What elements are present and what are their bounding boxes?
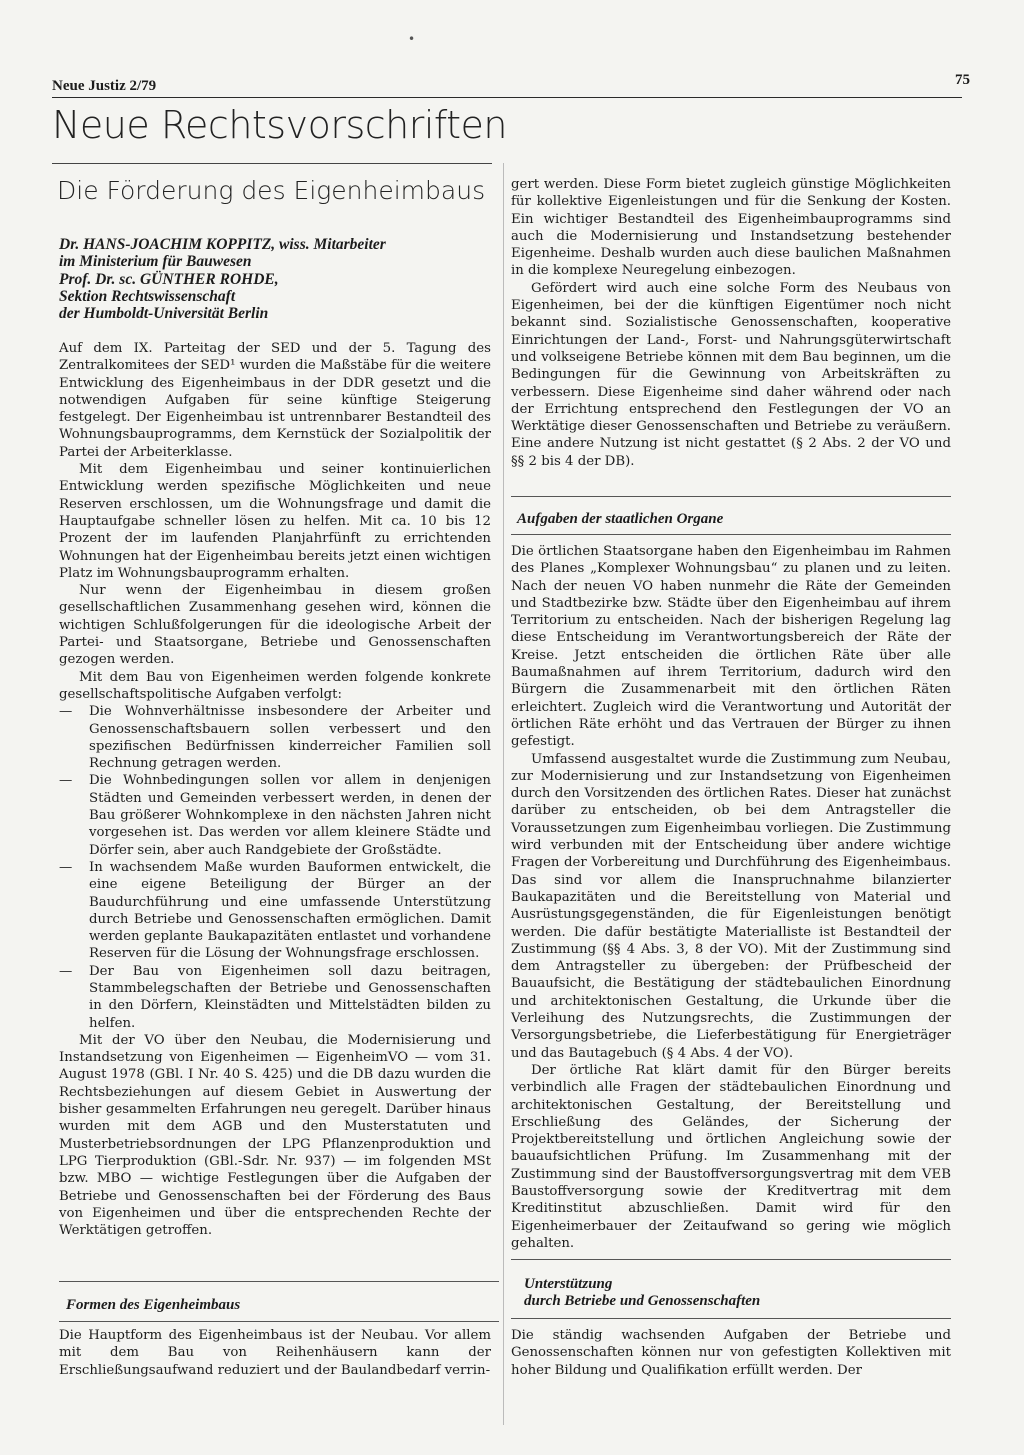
paragraph: Mit dem Eigenheimbau und seiner kontinuierlichen Entwicklung werden spezifische Möglichkeiten und neue Reserven erschlossen, um die Wohnungsfrage und damit die Hauptaufgabe schneller lösen zu helfen. Mit ca. 10 bis 12 Prozent der im laufenden Planjahrfünft zu errichtenden Wohnungen hat der Eigenheimbau bereits jetzt einen wichtigen Platz im Wohnungsbauprogramm erhalten.: [59, 462, 491, 581]
subsection-rule: [511, 1318, 951, 1319]
subsection-rule: [59, 1321, 499, 1322]
right-column-middle: [511, 543, 951, 1252]
title-rule: [52, 163, 492, 164]
paragraph: Die örtlichen Staatsorgane haben den Eigenheimbau im Rahmen des Planes „Komplexer Wohnungsbau“ zu planen und zu leiten. Nach der neuen VO haben nunmehr die Räte der Gemeinden und Stadtbezirke bzw. Städte über den Eigenheimbau auf ihrem Territorium zu entscheiden. Nach der bisherigen Regelung lag diese Entscheidung im Verantwortungsbereich der Räte der Kreise. Jetzt entscheiden die örtlichen Räte über alle Baumaßnahmen auf ihrem Territorium, dadurch wird den Bürgern die Zusammenarbeit mit den örtlichen Räten erleichtert. Zugleich wird die Verantwortung und Autorität der örtlichen Räte erhöht und das Vertrauen der Bürger zu ihnen gefestigt.: [511, 544, 951, 750]
paragraph: Gefördert wird auch eine solche Form des Neubaus von Eigenheimen, bei der die künftigen Eigentümer noch nicht bekannt sind. Sozialistische Genossenschaften, kooperative Einrichtungen der Land-, Forst- und Nahrungsgüterwirtschaft und volkseigene Betriebe können mit dem Bau beginnen, um die Bedingungen für die Gewinnung von Arbeitskräften zu verbessern. Diese Eigenheime sind daher während oder nach der Errichtung entsprechend den Festlegungen der VO an Werktätige dieser Genossenschaften und Betriebe zu veräußern. Eine andere Nutzung ist nicht gestattet (§ 2 Abs. 2 der VO und §§ 2 bis 4 der DB).: [511, 280, 951, 469]
paragraph: Auf dem IX. Parteitag der SED und der 5. Tagung des Zentralkomitees der SED¹ wurden die Maßstäbe für die weitere Entwicklung des Eigenheimbaus in der DDR gesetzt und die notwendigen Aufgaben für seine künftige Steigerung festgelegt. Der Eigenheimbau ist untrennbarer Bestandteil des Wohnungsbauprogramms, dem Kernstück der Sozialpolitik der Partei der Arbeiterklasse.: [59, 341, 491, 460]
subsection-rule: [511, 496, 951, 497]
running-header: Neue Justiz 2/79: [52, 78, 157, 94]
dash-bullet: —: [59, 859, 73, 875]
subsection-heading: Unterstützung durch Betriebe und Genossenschaften: [524, 1276, 761, 1309]
left-column-body: [59, 340, 491, 1239]
paragraph: Mit dem Bau von Eigenheimen werden folgende konkrete gesellschaftspolitische Aufgaben verfolgt:: [59, 669, 491, 702]
scan-mark: •: [408, 32, 416, 46]
paragraph: Der örtliche Rat klärt damit für den Bürger bereits verbindlich alle Fragen der städtebaulichen Einordnung und architektonischen Gestaltung, der Bereitstellung und Erschließung des Geländes, der Sicherung der Projektbereitstellung und örtlichen Angleichung sowie der bauaufsichtlichen Prüfung. Im Zusammenhang mit der Zustimmung sind der Baustoffversorgungsvertrag mit dem VEB Baustoffversorgung sowie der Kreditvertrag mit dem Kreditinstitut abzuschließen. Damit wird für den Eigenheimerbauer der Zeitaufwand so gering wie möglich gehalten.: [511, 1062, 951, 1251]
author-line: der Humboldt-Universität Berlin: [59, 305, 269, 323]
paragraph: Die Hauptform des Eigenheimbaus ist der Neubau. Vor allem mit dem Bau von Reihenhäusern kann der Erschließungsaufwand reduziert und der Baulandbedarf verrin-: [59, 1328, 491, 1378]
list-item: — Die Wohnverhältnisse insbesondere der Arbeiter und Genossenschaftsbauern sollen verbessert und den spezifischen Bedürfnissen kinderreicher Familien soll Rechnung getragen werden.: [59, 704, 491, 772]
dash-bullet: —: [59, 704, 73, 720]
author-line: im Ministerium für Bauwesen: [59, 253, 252, 271]
paragraph: Mit der VO über den Neubau, die Modernisierung und Instandsetzung von Eigenheimen — EigenheimVO — vom 31. August 1978 (GBl. I Nr. 40 S. 425) und die DB dazu wurden die Rechtsbeziehungen auf diesem Gebiet in Auswertung der bisher gesammelten Erfahrungen neu geregelt. Darüber hinaus wurden mit dem AGB und den Musterstatuten und Musterbetriebsordnungen der LPG Pflanzenproduktion und LPG Tierproduktion (GBl.-Sdr. Nr. 937) — im folgenden MSt bzw. MBO — wichtige Festlegungen über die Aufgaben der Betriebe und Genossenschaften bei der Förderung des Baus von Eigenheimen und über die entsprechenden Rechte der Werktätigen getroffen.: [59, 1032, 491, 1239]
author-line: Prof. Dr. sc. GÜNTHER ROHDE,: [59, 270, 279, 288]
paragraph: Die ständig wachsenden Aufgaben der Betriebe und Genossenschaften können nur von gefestigten Kollektiven mit hoher Bildung und Qualifikation erfüllt werden. Der: [511, 1328, 951, 1378]
author-line: Dr. HANS-JOACHIM KOPPITZ, wiss. Mitarbeiter: [59, 236, 386, 253]
page-number: 75: [955, 72, 970, 88]
paragraph: gert werden. Diese Form bietet zugleich günstige Möglichkeiten für kollektive Eigenleistungen und für die Senkung der Kosten. Ein wichtiger Bestandteil des Eigenheimbauprogramms sind auch die Modernisierung und Instandsetzung bestehender Eigenheime. Deshalb wurden auch diese baulichen Maßnahmen in die komplexe Neuregelung einbezogen.: [511, 177, 951, 279]
dash-bullet: —: [59, 963, 73, 979]
section-title: Neue Rechtsvorschriften: [52, 103, 507, 147]
paragraph: Nur wenn der Eigenheimbau in diesem großen gesellschaftlichen Zusammenhang gesehen wird, können die wichtigen Schlußfolgerungen für die ideologische Arbeit der Partei- und Staatsorgane, Betriebe und Genossenschaften gezogen werden.: [59, 583, 491, 668]
subsection-rule: [511, 1259, 951, 1260]
author-block: [59, 236, 499, 322]
right-column-body: [511, 176, 951, 470]
list-item: — Die Wohnbedingungen sollen vor allem in denjenigen Städten und Gemeinden verbessert werden, in denen der Bau größerer Wohnkomplexe in den nächsten Jahren nicht vorgesehen ist. Das werden vor allem kleinere Städte und Dörfer sein, aber auch Randgebiete der Großstädte.: [59, 773, 491, 858]
paragraph: Umfassend ausgestaltet wurde die Zustimmung zum Neubau, zur Modernisierung und zur Instandsetzung von Eigenheimen durch den Vorsitzenden des örtlichen Rates. Dieser hat zunächst darüber zu entscheiden, ob bei dem Antragsteller die Voraussetzungen zum Eigenheimbau vorliegen. Die Zustimmung wird verbunden mit der Entscheidung über andere wichtige Fragen der Vorbereitung und Durchführung des Eigenheimbaus. Das sind vor allem die Inanspruchnahme bilanzierter Baukapazitäten und die Bereitstellung von Material und Ausrüstungsgegenständen, die für Eigenleistungen benötigt werden. Die dafür bestätigte Materialliste ist Bestandteil der Zustimmung (§§ 4 Abs. 3, 8 der VO). Mit der Zustimmung sind dem Antragsteller zu übergeben: der Prüfbescheid der Bauaufsicht, die Bestätigung der städtebaulichen Einordnung und architektonischen Gestaltung, die Urkunde über die Verleihung des Nutzungsrechts, die Zustimmungen der Versorgungsbetriebe, die Lieferbestätigung für Energieträger und das Bautagebuch (§ 4 Abs. 4 der VO).: [511, 751, 951, 1061]
subsection-heading: Aufgaben der staatlichen Organe: [517, 511, 724, 527]
right-column-tail: [511, 1327, 951, 1379]
subsection-heading: Formen des Eigenheimbaus: [66, 1297, 241, 1313]
list-item: — Der Bau von Eigenheimen soll dazu beitragen, Stammbelegschaften der Betriebe und Genossenschaften in den Dörfern, Kleinstädten und Mittelstädten bilden zu helfen.: [59, 963, 491, 1031]
list-item: — In wachsendem Maße wurden Bauformen entwickelt, die eine eigene Beteiligung der Bürger an der Baudurchführung und eine umfassende Unterstützung durch Betriebe und Genossenschaften ermöglichen. Damit werden geplante Baukapazitäten entlastet und vorhandene Reserven für die Lösung der Wohnungsfrage erschlossen.: [59, 859, 491, 962]
dash-bullet: —: [59, 773, 73, 789]
subsection-rule: [511, 534, 951, 535]
left-column-tail: [59, 1327, 491, 1379]
subsection-rule: [59, 1281, 499, 1282]
article-title: Die Förderung des Eigenheimbaus: [57, 176, 486, 205]
author-line: Sektion Rechtswissenschaft: [59, 287, 236, 305]
header-rule: [52, 97, 962, 98]
column-divider: [503, 163, 504, 1425]
